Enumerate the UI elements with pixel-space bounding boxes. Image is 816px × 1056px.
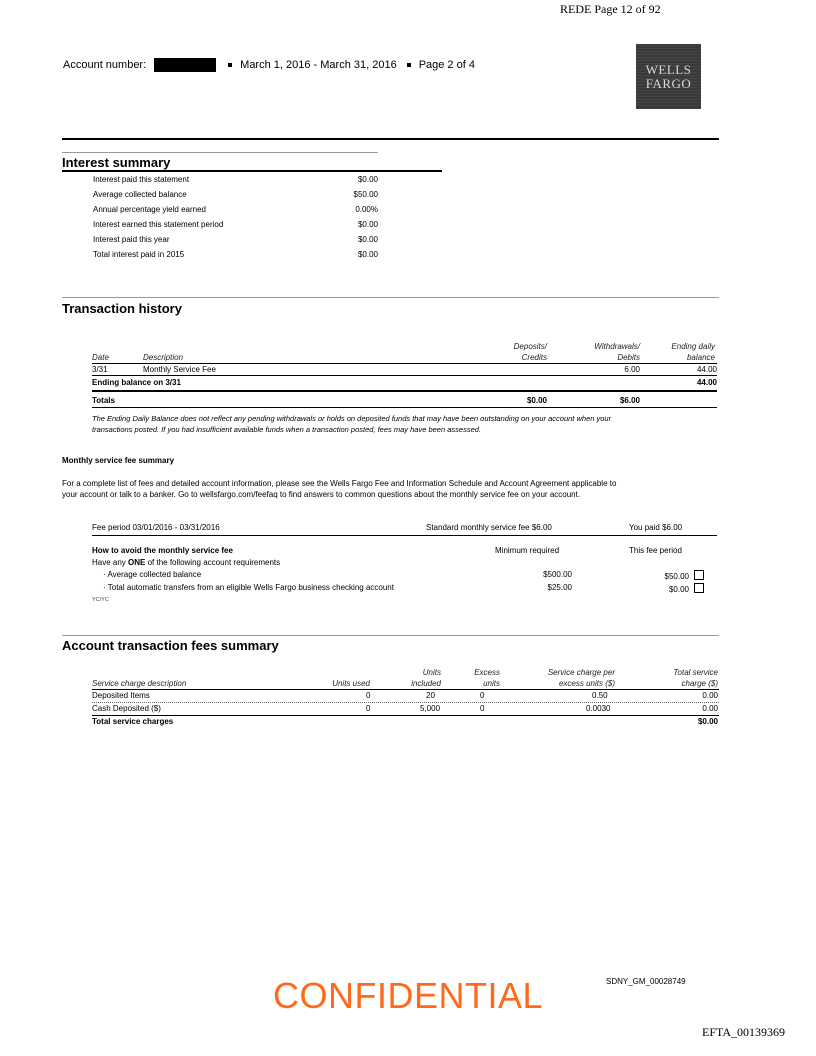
- requirement-item: · Average collected balance: [103, 570, 202, 579]
- fee-row-included: 5,000: [420, 704, 441, 713]
- col-balance-2: balance: [686, 353, 715, 362]
- requirement-item: · Total automatic transfers from an eligible Wells Fargo business checking account: [103, 583, 394, 592]
- fee-row-used: 0: [366, 691, 371, 700]
- page-reference: REDE Page 12 of 92: [560, 2, 661, 16]
- page-indicator: Page 2 of 4: [418, 59, 475, 71]
- ending-balance-value: 44.00: [696, 378, 717, 387]
- requirement-min: $500.00: [543, 570, 572, 579]
- totals-rule: [92, 407, 717, 408]
- account-number-label: Account number:: [63, 59, 147, 71]
- col-withdrawals-2: Debits: [617, 353, 640, 362]
- totals-deposits: $0.00: [526, 396, 547, 405]
- statement-period: March 1, 2016 - March 31, 2016: [240, 59, 397, 71]
- col-units-included-1: Units: [422, 668, 441, 677]
- wells-fargo-logo: [636, 44, 701, 109]
- requirements-intro: Have any ONE of the following account requirements: [92, 558, 281, 567]
- fee-row-desc: Cash Deposited ($): [92, 704, 161, 713]
- fee-row-rule: [92, 715, 719, 716]
- efta-number: EFTA_00139369: [702, 1025, 786, 1039]
- trans-description: Monthly Service Fee: [143, 365, 216, 374]
- bullet-icon: [228, 63, 232, 67]
- fee-row-per: 0.0030: [586, 704, 611, 713]
- redacted-account-number: [154, 58, 216, 72]
- col-charge-per-1: Service charge per: [547, 668, 615, 677]
- col-excess-1: Excess: [474, 668, 500, 677]
- col-service-desc: Service charge description: [92, 679, 187, 688]
- col-total-charge-2: charge ($): [681, 679, 718, 688]
- total-service-charges-label: Total service charges: [92, 717, 174, 726]
- interest-divider: [62, 152, 378, 153]
- interest-title-underline: [62, 170, 442, 172]
- bates-number: SDNY_GM_00028749: [606, 977, 686, 986]
- trans-date: 3/31: [92, 365, 108, 374]
- fee-row-excess: 0: [480, 691, 485, 700]
- fee-summary-paragraph-line1: For a complete list of fees and detailed account information, please see the Wells Fargo Fee and Information Schedule and Account Agreement applicable to: [62, 479, 617, 488]
- transaction-note-line1: The Ending Daily Balance does not reflect any pending withdrawals or holds on deposited funds that may have been outstanding on your account when your: [92, 414, 612, 423]
- fees-header-rule: [92, 689, 719, 690]
- interest-row: Total interest paid in 2015 $0.00: [93, 250, 378, 259]
- checkbox-icon: [694, 570, 704, 580]
- avoid-fee-title: How to avoid the monthly service fee: [92, 546, 233, 555]
- standard-fee: Standard monthly service fee $6.00: [426, 523, 552, 532]
- interest-row: Interest paid this statement $0.00: [93, 175, 378, 184]
- col-description: Description: [143, 353, 184, 362]
- fee-row-rule: [92, 702, 719, 703]
- fee-row-included: 20: [426, 691, 435, 700]
- min-required-header: Minimum required: [495, 546, 560, 555]
- transaction-note-line2: transactions posted. If you had insufficient available funds when a transaction posted, fees may have been assessed.: [92, 425, 481, 434]
- fee-row-used: 0: [366, 704, 371, 713]
- col-withdrawals-1: Withdrawals/: [594, 342, 640, 351]
- account-fees-title: Account transaction fees summary: [62, 638, 279, 653]
- col-deposits-2: Credits: [521, 353, 547, 362]
- col-balance-1: Ending daily: [671, 342, 715, 351]
- fees-divider: [62, 635, 719, 636]
- ending-balance-rule: [92, 390, 717, 392]
- requirement-value: $0.00: [620, 583, 704, 594]
- trans-withdrawal: 6.00: [624, 365, 640, 374]
- interest-row: Annual percentage yield earned 0.00%: [93, 205, 378, 214]
- transaction-history-title: Transaction history: [62, 301, 182, 316]
- trans-balance: 44.00: [696, 365, 717, 374]
- header-divider: [62, 138, 719, 140]
- logo-text-line1: WELLS: [645, 61, 692, 77]
- requirement-min: $25.00: [547, 583, 572, 592]
- col-total-charge-1: Total service: [673, 668, 718, 677]
- you-paid: You paid $6.00: [629, 523, 683, 532]
- trans-header-rule: [92, 363, 717, 364]
- col-units-used: Units used: [332, 679, 370, 688]
- bullet-icon: [407, 63, 411, 67]
- interest-row: Interest earned this statement period $0.00: [93, 220, 378, 229]
- checkbox-icon: [694, 583, 704, 593]
- interest-row: Interest paid this year $0.00: [93, 235, 378, 244]
- fee-code: YC/YC: [92, 597, 109, 603]
- fee-row-total: 0.00: [702, 704, 718, 713]
- transaction-divider: [62, 297, 719, 298]
- total-service-charges-value: $0.00: [697, 717, 718, 726]
- trans-row-rule: [92, 375, 717, 376]
- statement-header: [63, 58, 475, 72]
- fee-period-rule: [92, 535, 717, 536]
- col-deposits-1: Deposits/: [513, 342, 547, 351]
- fee-row-total: 0.00: [702, 691, 718, 700]
- col-date: Date: [92, 353, 109, 362]
- requirement-value: $50.00: [620, 570, 704, 581]
- fee-row-per: 0.50: [592, 691, 608, 700]
- interest-row: Average collected balance $50.00: [93, 190, 378, 199]
- col-units-included-2: included: [411, 679, 441, 688]
- logo-text-line2: FARGO: [645, 75, 692, 91]
- fee-period: Fee period 03/01/2016 - 03/31/2016: [92, 523, 220, 532]
- col-excess-2: units: [483, 679, 500, 688]
- fee-summary-paragraph-line2: your account or talk to a banker. Go to wellsfargo.com/feefaq to find answers to common questions about the monthly service fee on your account.: [62, 490, 581, 499]
- fee-row-desc: Deposited Items: [92, 691, 150, 700]
- fee-summary-title: Monthly service fee summary: [62, 456, 175, 465]
- this-period-header: This fee period: [629, 546, 682, 555]
- col-charge-per-2: excess units ($): [558, 679, 615, 688]
- fee-row-excess: 0: [480, 704, 485, 713]
- totals-label: Totals: [92, 396, 115, 405]
- totals-withdrawals: $6.00: [619, 396, 640, 405]
- interest-summary-title: Interest summary: [62, 155, 171, 170]
- confidential-stamp: CONFIDENTIAL: [272, 975, 544, 1016]
- ending-balance-label: Ending balance on 3/31: [92, 378, 181, 387]
